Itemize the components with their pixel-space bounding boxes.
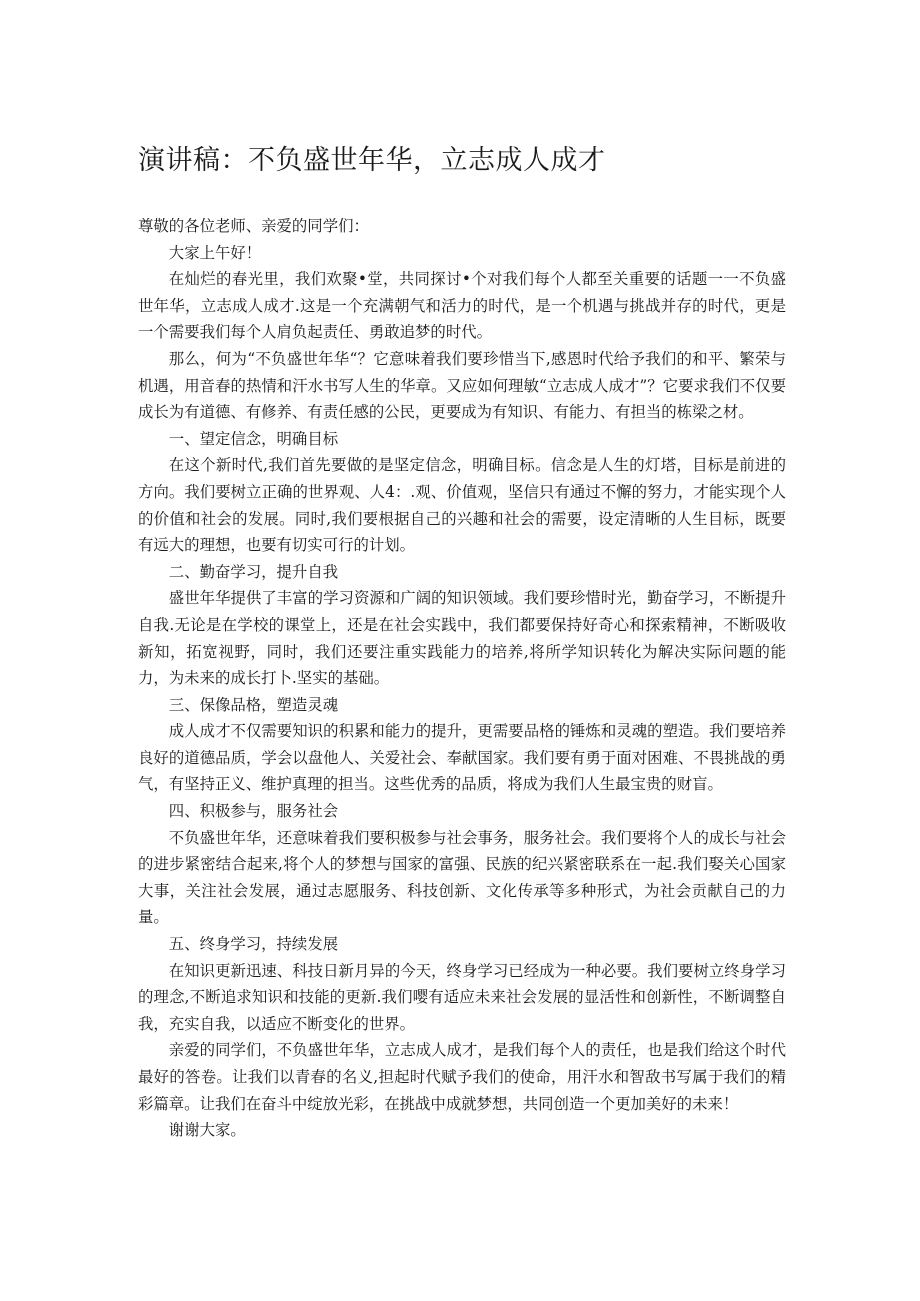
speech-content [138,140,786,1144]
closing-paragraph: 亲爱的同学们，不负盛世年华，立志成人成才，是我们每个人的责任，也是我们给这个时代最好的答卷。让我们以青春的名义,担起时代赋予我们的使命，用汗水和智敌书写属于我们的精彩篇章。让我们在奋斗中绽放光彩，在挑战中成就梦想，共同创造一个更加美好的未来！ [138,1041,786,1113]
body-paragraph-intro: 在灿烂的春光里，我们欢聚•堂，共同探讨•个对我们每个人都至关重要的话题一一不负盛世年华，立志成人成才.这是一个充满朝气和活力的时代，是一个机遇与挑战并存的时代，更是一个需要我们每个人肩负起责任、勇敢追梦的时代。 [138,270,786,342]
section-body-4: 不负盛世年华，还意味着我们要积极参与社会事务，服务社会。我们要将个人的成长与社会的进步紧密结合起来,将个人的梦想与国家的富强、民族的纪兴紧密联系在一起.我们娶关心国家大事，关注社会发展，通过志愿服务、科技创新、文化传承等多种形式，为社会贡献自己的力量。 [138,828,786,927]
thanks-line: 谢谢大家。 [168,1121,246,1140]
speech-title: 演讲稿：不负盛世年华，立志成人成才 [138,145,606,176]
section-body-3: 成人成才不仅需要知识的积累和能力的提升，更需要品格的锤炼和灵魂的塑造。我们要培养良好的道德品质，学会以盘他人、关爱社会、奉献国家。我们要有勇于面对困难、不畏挑战的勇气，有坚持正义、维护真理的担当。这些优秀的品质，将成为我们人生最宝贵的财盲。 [138,722,786,794]
salutation: 尊敬的各位老师、亲爱的同学们： [138,217,369,235]
section-body-2: 盛世年华提供了丰富的学习资源和广阔的知识领域。我们要珍惜时光，勤奋学习，不断提升自我.无论是在学校的课堂上，还是在社会实践中，我们都要保持好奇心和探索精神，不断吸收新知，拓宽视野，同时，我们还要注重实践能力的培养,将所学知识转化为解决实际问题的能力，为未来的成长打卜.坚实的基础。 [138,589,786,688]
section-heading-1: 一、望定信念，明确目标 [168,429,339,448]
section-heading-5: 五、终身学习，持续发展 [168,935,339,954]
section-heading-2: 二、勤奋学习，提升自我 [168,562,339,581]
section-body-5: 在知识更新迅速、科技日新月异的今天，终身学习已经成为一种必要。我们要树立终身学习的理念,不断追求知识和技能的更新.我们嘤有适应未来社会发展的显活性和创新性，不断调整自我，充实自我，以适应不断变化的世界。 [138,961,786,1033]
section-heading-3: 三、保像品格，塑造灵魂 [168,695,339,714]
body-paragraph-meaning: 那么，何为“不负盛世年华“？它意味着我们要珍惜当下,感恩时代给予我们的和平、繁荣与机遇，用音春的热情和汗水书写人生的华章。又应如何理敏“立志成人成才”？它要求我们不仅要成长为有道德、有修养、有责任感的公民，更要成为有知识、有能力、有担当的栋梁之材。 [138,349,786,422]
section-heading-4: 四、积极参与，服务社会 [168,802,339,821]
section-body-1: 在这个新时代,我们首先要做的是坚定信念，明确目标。信念是人生的灯塔，目标是前进的方向。我们要树立正确的世界观、人4：.观、价值观，坚信只有通过不懈的努力，才能实现个人的价值和社会的发展。同时,我们要根据自己的兴趣和社会的需要，设定清晰的人生目标，既要有远大的理想，也要有切实可行的计划。 [138,456,786,555]
greeting: 大家上午好！ [168,243,262,262]
